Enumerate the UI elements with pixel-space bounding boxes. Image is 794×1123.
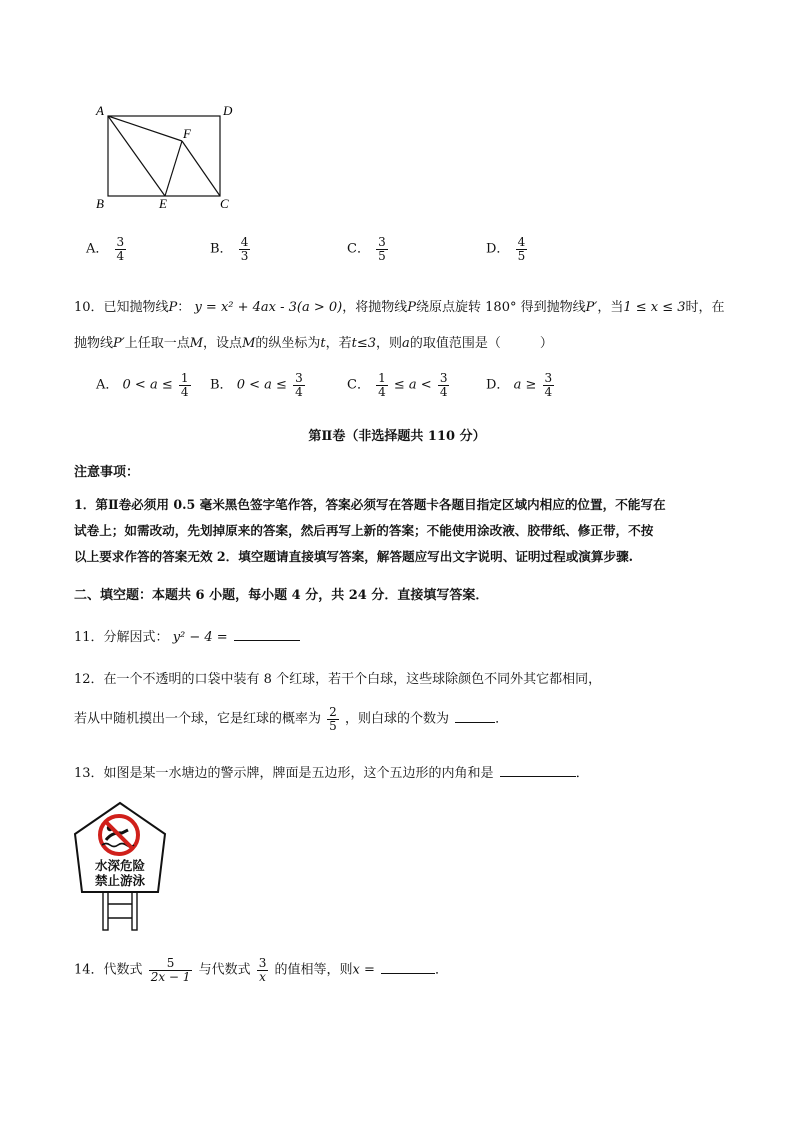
sign-post-left [103, 890, 108, 930]
q14-prefix: 14．代数式 [74, 962, 143, 978]
numerator: 3 [378, 235, 386, 249]
denominator: 4 [295, 384, 303, 399]
q12-end: ． [495, 711, 509, 727]
denominator: 4 [378, 384, 386, 399]
q10-range: 1 ≤ x ≤ 3 [623, 300, 686, 315]
q10-m-name: M [189, 336, 204, 351]
q9-option-d [486, 236, 529, 262]
notice-line-3: 以上要求作答的答案无效 2．填空题请直接填写答案，解答题应写出文字说明、证明过程或演算步骤. [74, 549, 634, 564]
q13-answer-blank[interactable] [500, 775, 576, 777]
numerator: 1 [378, 371, 386, 385]
denominator: 3 [240, 248, 249, 263]
q10-line2-b: 上任取一点 [124, 336, 190, 351]
q10-option-d [486, 372, 556, 398]
q12-line2 [74, 706, 508, 732]
q14-mid2: 的值相等，则 [274, 962, 353, 978]
q10-line2-d: 的纵坐标为 [255, 336, 321, 351]
option-letter: C． [347, 377, 370, 393]
segment-fe [165, 141, 182, 196]
option-letter: A． [86, 241, 109, 257]
q10-t-name: t [320, 336, 326, 351]
fraction-2 [438, 372, 450, 398]
fraction-1 [149, 957, 193, 983]
q12-line2-b: ，则白球的个数为 [344, 711, 449, 727]
q10-line2 [74, 332, 553, 351]
numerator: 3 [258, 956, 267, 970]
label-d: D [223, 103, 233, 118]
q12-line1: 12．在一个不透明的口袋中装有 8 个红球，若干个白球，这些球除颜色不同外其它都相同， [74, 672, 602, 687]
q14-mid: 与代数式 [198, 962, 251, 978]
segment-fc [182, 141, 220, 196]
q9-option-a [86, 236, 128, 262]
q14 [74, 957, 448, 983]
notice-line-2: 试卷上；如需改动，先划掉原来的答案，然后再写上新的答案；不能使用涂改液、胶带纸、修正带，不按 [74, 523, 654, 538]
denominator: 4 [439, 384, 448, 399]
option-right: ≤ a < [393, 377, 432, 393]
numerator: 3 [544, 371, 553, 385]
q10-line2-e: ，若 [325, 336, 352, 351]
sign-text-line2: 禁止游泳 [94, 873, 146, 888]
denominator: 4 [116, 248, 125, 263]
q14-end: ． [435, 962, 449, 978]
q10-mid3: ，当 [597, 300, 624, 315]
numerator: 4 [517, 235, 526, 249]
label-a: A [96, 103, 104, 118]
q10-line2-f: ，则 [376, 336, 403, 351]
rectangle-figure [90, 100, 240, 215]
q10-p-name: P [168, 300, 178, 315]
q10-p-name-2: P [407, 300, 417, 315]
fraction [376, 372, 388, 398]
q10-mid1: ，将抛物线 [342, 300, 408, 315]
q11-answer-blank[interactable] [234, 639, 300, 641]
q10-p-prime-2: P′ [113, 336, 125, 351]
q10-line2-c: ，设点 [203, 336, 243, 351]
q11-expr: y² − 4 = [172, 630, 228, 645]
q9-option-b [210, 236, 252, 262]
warning-sign-figure [70, 800, 170, 935]
q12-answer-blank[interactable] [455, 721, 495, 723]
q10-option-c [347, 372, 451, 398]
q10-option-b [210, 372, 307, 398]
q9-option-c [347, 236, 390, 262]
fraction-2 [257, 957, 269, 983]
warning-sign-svg [70, 800, 170, 935]
sign-text-line1: 水深危险 [94, 858, 146, 873]
q14-var: x = [352, 962, 375, 978]
numerator: 2 [329, 705, 337, 719]
label-f: F [183, 126, 191, 141]
denominator: 2x − 1 [150, 969, 191, 984]
label-c: C [220, 196, 229, 211]
q10-equation: y = x² + 4ax - 3(a > 0) [194, 300, 343, 315]
q12-line2-a: 若从中随机摸出一个球，它是红球的概率为 [74, 711, 322, 727]
fraction [516, 236, 528, 262]
numerator: 5 [166, 956, 175, 970]
notice-title: 注意事项： [74, 465, 140, 480]
label-b: B [96, 196, 104, 211]
option-letter: D． [486, 241, 510, 257]
q10-cond: t≤3 [351, 336, 377, 351]
denominator: x [259, 969, 266, 984]
fraction [239, 236, 251, 262]
q10-colon: ： [177, 300, 191, 315]
fraction [327, 706, 339, 732]
label-e: E [159, 196, 167, 211]
option-letter: B． [210, 377, 233, 393]
denominator: 4 [180, 384, 189, 399]
q11 [74, 626, 300, 645]
part2-title: 第Ⅱ卷（非选择题共 110 分） [308, 429, 486, 444]
q10-mid2: 绕原点旋转 180° 得到抛物线 [416, 300, 586, 315]
q14-answer-blank[interactable] [381, 972, 435, 974]
segment-ae [108, 116, 165, 196]
q13-text: 13．如图是某一水塘边的警示牌，牌面是五边形，这个五边形的内角和是 [74, 766, 494, 781]
q10-line1 [74, 296, 725, 315]
q10-line2-a: 抛物线 [74, 336, 114, 351]
denominator: 5 [517, 248, 526, 263]
q10-line2-g: 的取值范围是（ ） [409, 336, 553, 351]
section2-title: 二、填空题：本题共 6 小题，每小题 4 分，共 24 分．直接填写答案． [74, 588, 489, 603]
option-left: a ≥ [513, 377, 537, 393]
fraction [376, 236, 388, 262]
denominator: 4 [544, 384, 553, 399]
q10-mid4: 时，在 [685, 300, 725, 315]
q13-end: ． [575, 766, 589, 781]
option-left: 0 < a ≤ [122, 377, 173, 393]
option-letter: A． [96, 377, 119, 393]
option-letter: D． [486, 377, 510, 393]
option-left: 0 < a ≤ [236, 377, 287, 393]
q10-prefix: 10．已知抛物线 [74, 300, 169, 315]
option-letter: C． [347, 241, 370, 257]
denominator: 5 [378, 248, 386, 263]
q13 [74, 762, 589, 781]
q10-p-prime: P′ [585, 300, 598, 315]
rectangle-abcd [108, 116, 220, 196]
q10-option-a [96, 372, 193, 398]
numerator: 3 [116, 235, 125, 249]
sign-post-right [132, 890, 137, 930]
numerator: 1 [180, 371, 189, 385]
fraction [543, 372, 555, 398]
q10-m-name-2: M [242, 336, 256, 351]
option-letter: B． [210, 241, 233, 257]
denominator: 5 [329, 718, 337, 733]
numerator: 3 [439, 371, 448, 385]
fraction [179, 372, 191, 398]
q10-a-name: a [402, 336, 410, 351]
fraction [115, 236, 127, 262]
numerator: 3 [295, 371, 303, 385]
rectangle-figure-svg [90, 100, 240, 215]
numerator: 4 [240, 235, 249, 249]
notice-line-1: 1．第Ⅱ卷必须用 0.5 毫米黑色签字笔作答，答案必须写在答题卡各题目指定区域内相应的位置，不能写在 [74, 497, 666, 512]
segment-af [108, 116, 182, 141]
q11-prefix: 11．分解因式： [74, 630, 169, 645]
fraction [293, 372, 305, 398]
